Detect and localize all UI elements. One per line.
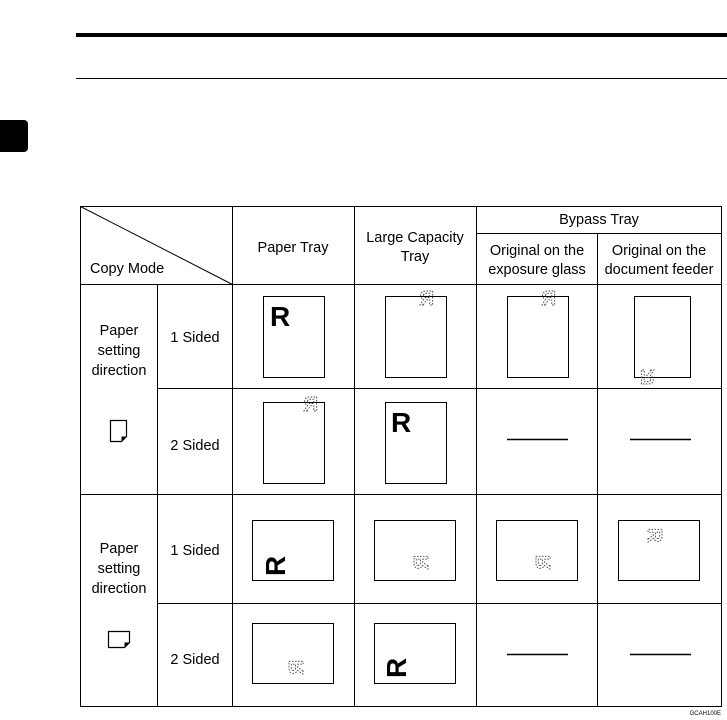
glyph-r-mirrored: R [419,288,434,310]
sheet-portrait-bypass-feeder-1sided [635,297,691,388]
col-bypass-feeder-l2: document feeder [604,262,714,278]
group1-row1-mode: 1 Sided [170,330,220,346]
sheet-portrait-large-capacity-2sided [386,403,447,484]
col-bypass-glass-l1: Original on the [489,243,585,259]
col-paper-tray: Paper Tray [257,240,329,256]
group1-row2-mode: 2 Sided [170,438,220,454]
sheet-landscape-large-capacity-1sided [375,521,456,581]
col-bypass-feeder-l1: Original on the [611,243,707,259]
col-large-capacity-l1: Large Capacity [366,230,464,246]
group2-label-l1: Paper [99,541,139,557]
sheet-landscape-paper-tray-1sided [253,521,334,581]
glyph-r-transformed: R [286,660,308,675]
sheet-landscape-paper-tray-2sided [253,624,334,684]
glyph-r: R [391,407,412,438]
figure-code: GCAH100E [689,711,721,717]
col-large-capacity-l2: Tray [400,249,430,265]
group1-label-l3: direction [91,363,147,379]
sheet-portrait-paper-tray-1sided [264,297,325,378]
glyph-r-transformed: R [411,555,433,570]
copy-mode-label: Copy Mode [90,261,165,277]
glyph-r-rotated: R [260,555,291,576]
group2-row2-mode: 2 Sided [170,652,220,668]
group2-label-l3: direction [91,581,147,597]
sheet-landscape-bypass-glass-1sided [497,521,578,581]
glyph-r: R [270,301,291,332]
sheet-landscape-bypass-feeder-1sided [619,521,700,581]
glyph-r-transformed: R [643,528,665,543]
col-bypass-glass-l2: exposure glass [488,262,586,278]
group2-label-l2: setting [97,561,141,577]
landscape-sheet-icon [109,632,130,648]
portrait-sheet-icon [111,421,127,442]
group1-label-l2: setting [97,343,141,359]
glyph-r-mirrored: R [541,288,556,310]
sheet-portrait-paper-tray-2sided [264,394,325,484]
sheet-portrait-large-capacity-1sided [386,288,447,378]
sheet-portrait-bypass-glass-1sided [508,288,569,378]
group2-row1-mode: 1 Sided [170,543,220,559]
glyph-r-transformed: R [533,555,555,570]
sheet-landscape-large-capacity-2sided [375,624,456,684]
glyph-r-rotated: R [381,657,412,678]
glyph-r-flipped: R [640,365,655,387]
glyph-r-mirrored: R [303,394,318,416]
col-bypass-tray: Bypass Tray [559,212,639,228]
group1-label-l1: Paper [99,323,139,339]
